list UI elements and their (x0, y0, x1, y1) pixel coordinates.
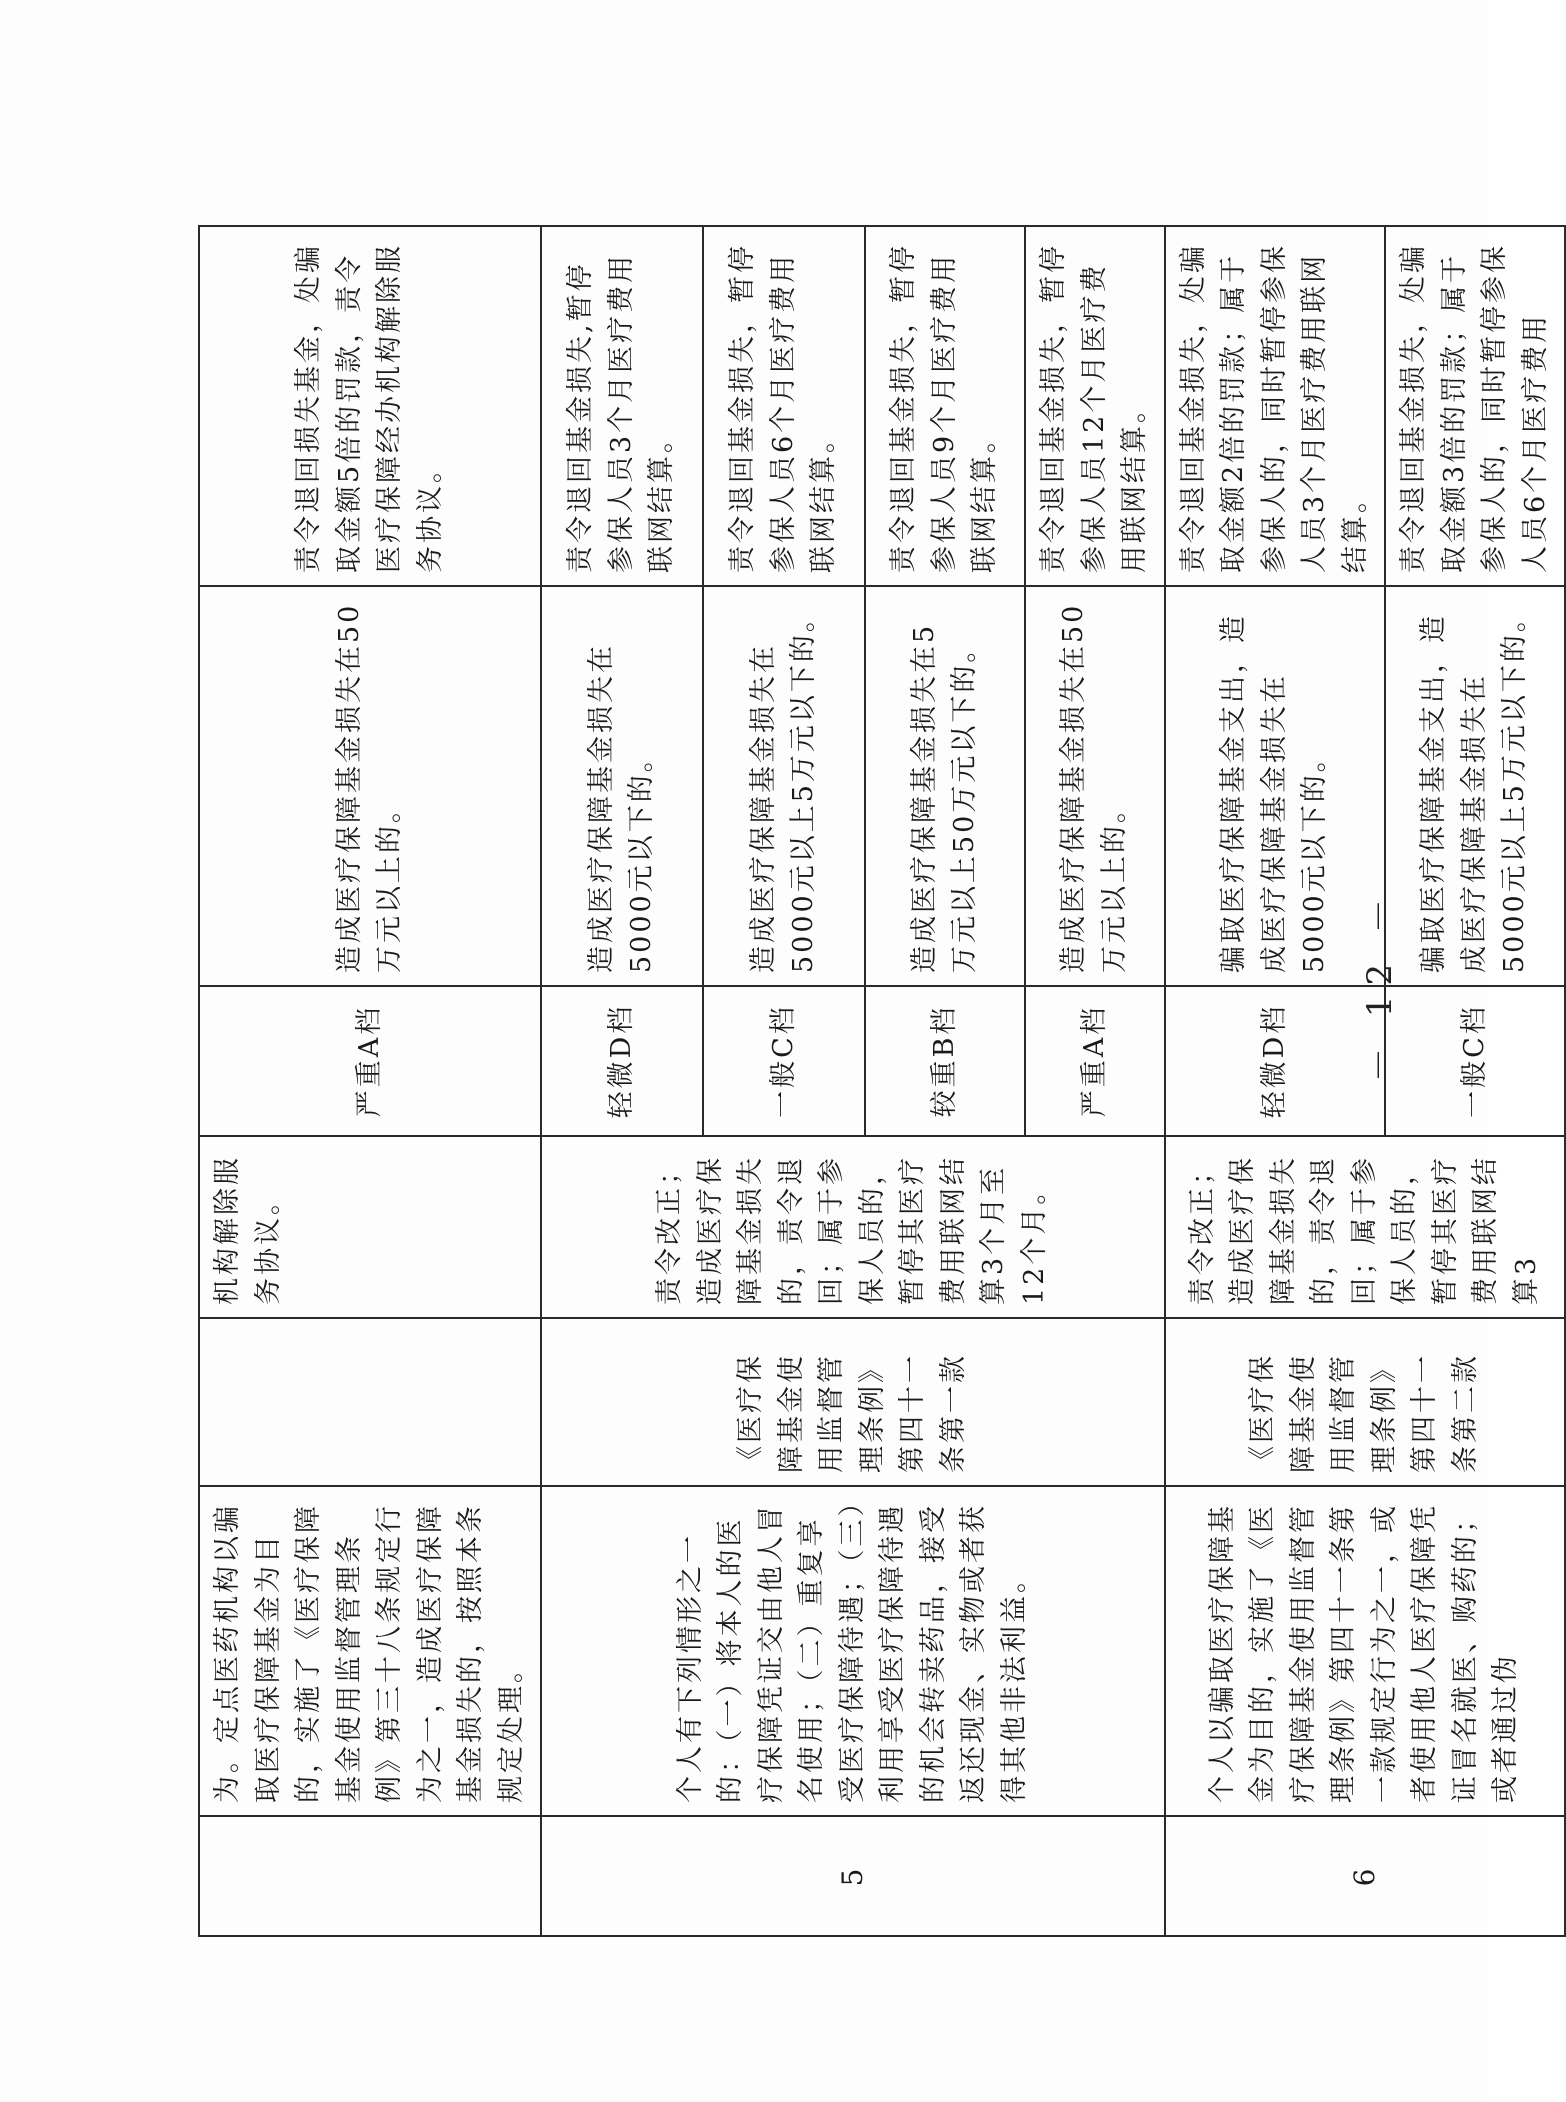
tier-penalty: 责令退回基金损失,暂停参保人员3个月医疗费用联网结算。 (541, 226, 703, 586)
violation-description: 个人有下列情形之一的：（一）将本人的医疗保障凭证交由他人冒名使用；（二）重复享受医疗保障待遇；（三）利用享受医疗保障待遇的机会转卖药品，接受返还现金、实物或者获得其他非法利益。 (541, 1486, 1165, 1816)
tier-penalty: 责令退回基金损失，处骗取金额2倍的罚款；属于参保人的，同时暂停参保人员3个月医疗费用联网结算。 (1165, 226, 1386, 586)
table-row (541, 226, 703, 1936)
tier-label: 一般C档 (703, 986, 865, 1136)
table-row (199, 226, 541, 1936)
tier-label: 严重A档 (1025, 986, 1165, 1136)
handling-measure: 责令改正；造成医疗保障基金损失的，责令退回；属于参保人员的，暂停其医疗费用联网结算3个月至12个月。 (541, 1136, 1165, 1318)
item-number: 5 (541, 1816, 1165, 1936)
tier-penalty: 责令退回基金损失，暂停参保人员12个月医疗费用联网结算。 (1025, 226, 1165, 586)
tier-label: 较重B档 (865, 986, 1025, 1136)
handling-measure: 机构解除服务协议。 (199, 1136, 541, 1318)
tier-criteria: 骗取医疗保障基金支出，造成医疗保障基金损失在5000元以上5万元以下的。 (1385, 586, 1565, 986)
tier-penalty: 责令退回基金损失，处骗取金额3倍的罚款；属于参保人的，同时暂停参保人员6个月医疗费用 (1385, 226, 1565, 586)
tier-criteria: 造成医疗保障基金损失在5000元以下的。 (541, 586, 703, 986)
tier-label: 一般C档 (1385, 986, 1565, 1136)
violation-description: 个人以骗取医疗保障基金为目的，实施了《医疗保障基金使用监督管理条例》第四十一条第一款规定行为之一，或者使用他人医疗保障凭证冒名就医、购药的；或者通过伪 (1165, 1486, 1566, 1816)
tier-label: 严重A档 (199, 986, 541, 1136)
legal-basis (199, 1318, 541, 1486)
tier-label: 轻微D档 (541, 986, 703, 1136)
tier-criteria: 造成医疗保障基金损失在50万元以上的。 (199, 586, 541, 986)
tier-penalty: 责令退回基金损失，暂停参保人员6个月医疗费用联网结算。 (703, 226, 865, 586)
tier-penalty: 责令退回损失基金，处骗取金额5倍的罚款，责令医疗保障经办机构解除服务协议。 (199, 226, 541, 586)
handling-measure: 责令改正；造成医疗保障基金损失的，责令退回；属于参保人员的，暂停其医疗费用联网结算3 (1165, 1136, 1566, 1318)
tier-criteria: 骗取医疗保障基金支出，造成医疗保障基金损失在5000元以下的。 (1165, 586, 1386, 986)
tier-criteria: 造成医疗保障基金损失在5000元以上5万元以下的。 (703, 586, 865, 986)
violation-description: 为。定点医药机构以骗取医疗保障基金为目的，实施了《医疗保障基金使用监督管理条例》第三十八条规定行为之一，造成医疗保障基金损失的，按照本条规定处理。 (199, 1486, 541, 1816)
tier-criteria: 造成医疗保障基金损失在50万元以上的。 (1025, 586, 1165, 986)
item-number (199, 1816, 541, 1936)
page-number: － 12 － (1360, 889, 1400, 1082)
item-number: 6 (1165, 1816, 1566, 1936)
legal-basis: 《医疗保障基金使用监督管理条例》第四十一条第二款 (1165, 1318, 1566, 1486)
tier-label: 轻微D档 (1165, 986, 1386, 1136)
legal-basis: 《医疗保障基金使用监督管理条例》第四十一条第一款 (541, 1318, 1165, 1486)
tier-criteria: 造成医疗保障基金损失在5万元以上50万元以下的。 (865, 586, 1025, 986)
tier-penalty: 责令退回基金损失，暂停参保人员9个月医疗费用联网结算。 (865, 226, 1025, 586)
